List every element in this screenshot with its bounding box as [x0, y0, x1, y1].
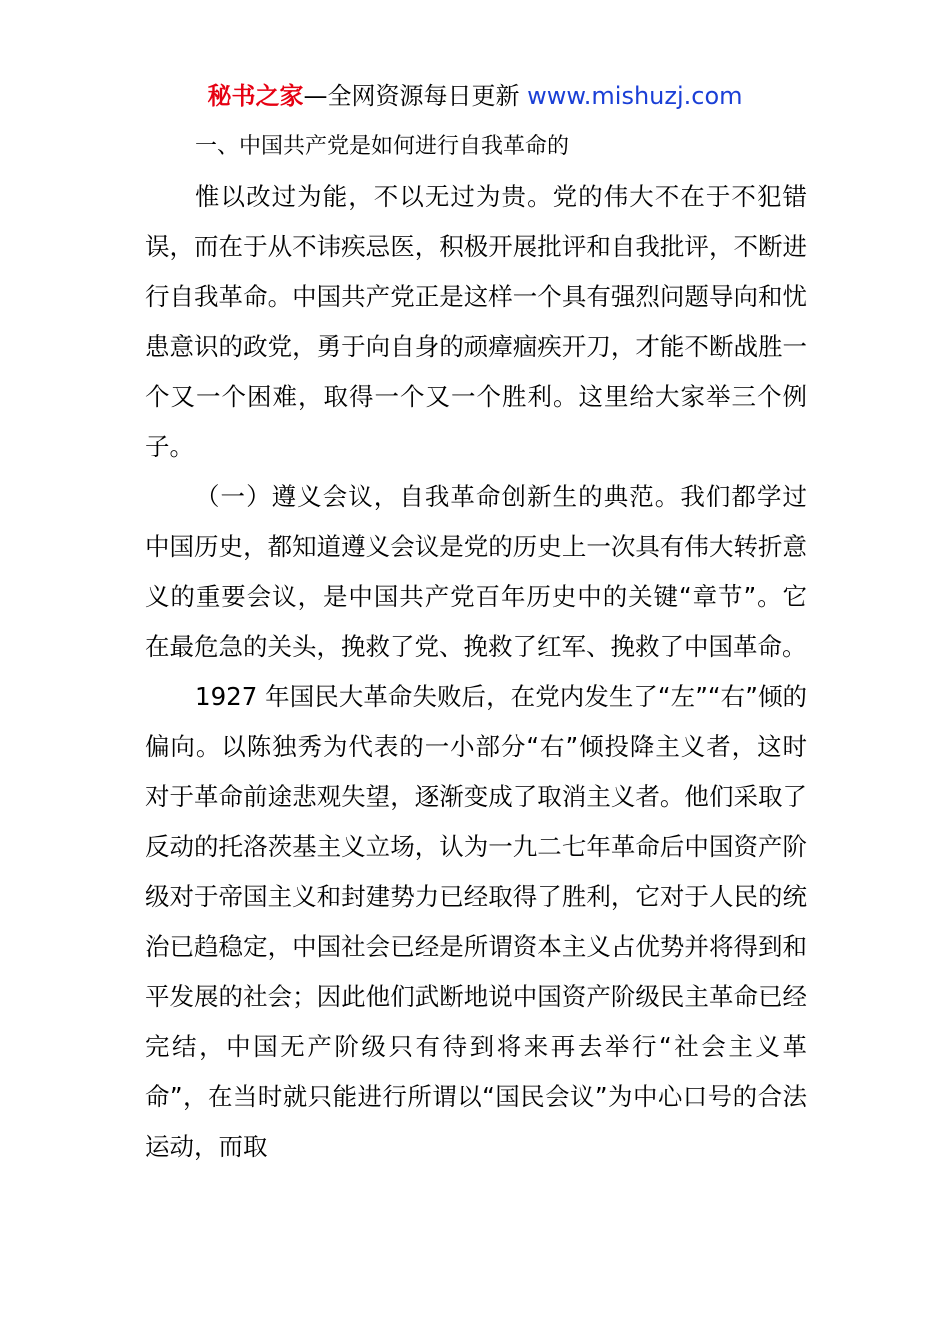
banner-tagline: —全网资源每日更新: [303, 82, 520, 110]
paragraph: （一）遵义会议，自我革命创新生的典范。我们都学过中国历史，都知道遵义会议是党的历史上一次具有伟大转折意义的重要会议，是中国共产党百年历史中的关键“章节”。它在最危急的关头，挽救了党、挽救了红军、挽救了中国革命。: [145, 482, 807, 661]
site-url-link[interactable]: www.mishuzj.com: [527, 82, 743, 110]
document-body: [145, 122, 807, 1172]
site-banner: [0, 80, 950, 112]
paragraph: 惟以改过为能，不以无过为贵。党的伟大不在于不犯错误，而在于从不讳疾忌医，积极开展批评和自我批评，不断进行自我革命。中国共产党正是这样一个具有强烈问题导向和忧患意识的政党，勇于向自身的顽瘴痼疾开刀，才能不断战胜一个又一个困难，取得一个又一个胜利。这里给大家举三个例子。: [145, 182, 807, 461]
brand-name: 秘书之家: [207, 82, 304, 110]
paragraph: 1927 年国民大革命失败后，在党内发生了“左”“右”倾的偏向。以陈独秀为代表的一小部分“右”倾投降主义者，这时对于革命前途悲观失望，逐渐变成了取消主义者。他们采取了反动的托洛茨基主义立场，认为一九二七年革命后中国资产阶级对于帝国主义和封建势力已经取得了胜利，它对于人民的统治已趋稳定，中国社会已经是所谓资本主义占优势并将得到和平发展的社会；因此他们武断地说中国资产阶级民主革命已经完结，中国无产阶级只有待到将来再去举行“社会主义革命”，在当时就只能进行所谓以“国民会议”为中心口号的合法运动，而取: [145, 682, 807, 1161]
section-heading: 一、中国共产党是如何进行自我革命的: [195, 134, 570, 159]
